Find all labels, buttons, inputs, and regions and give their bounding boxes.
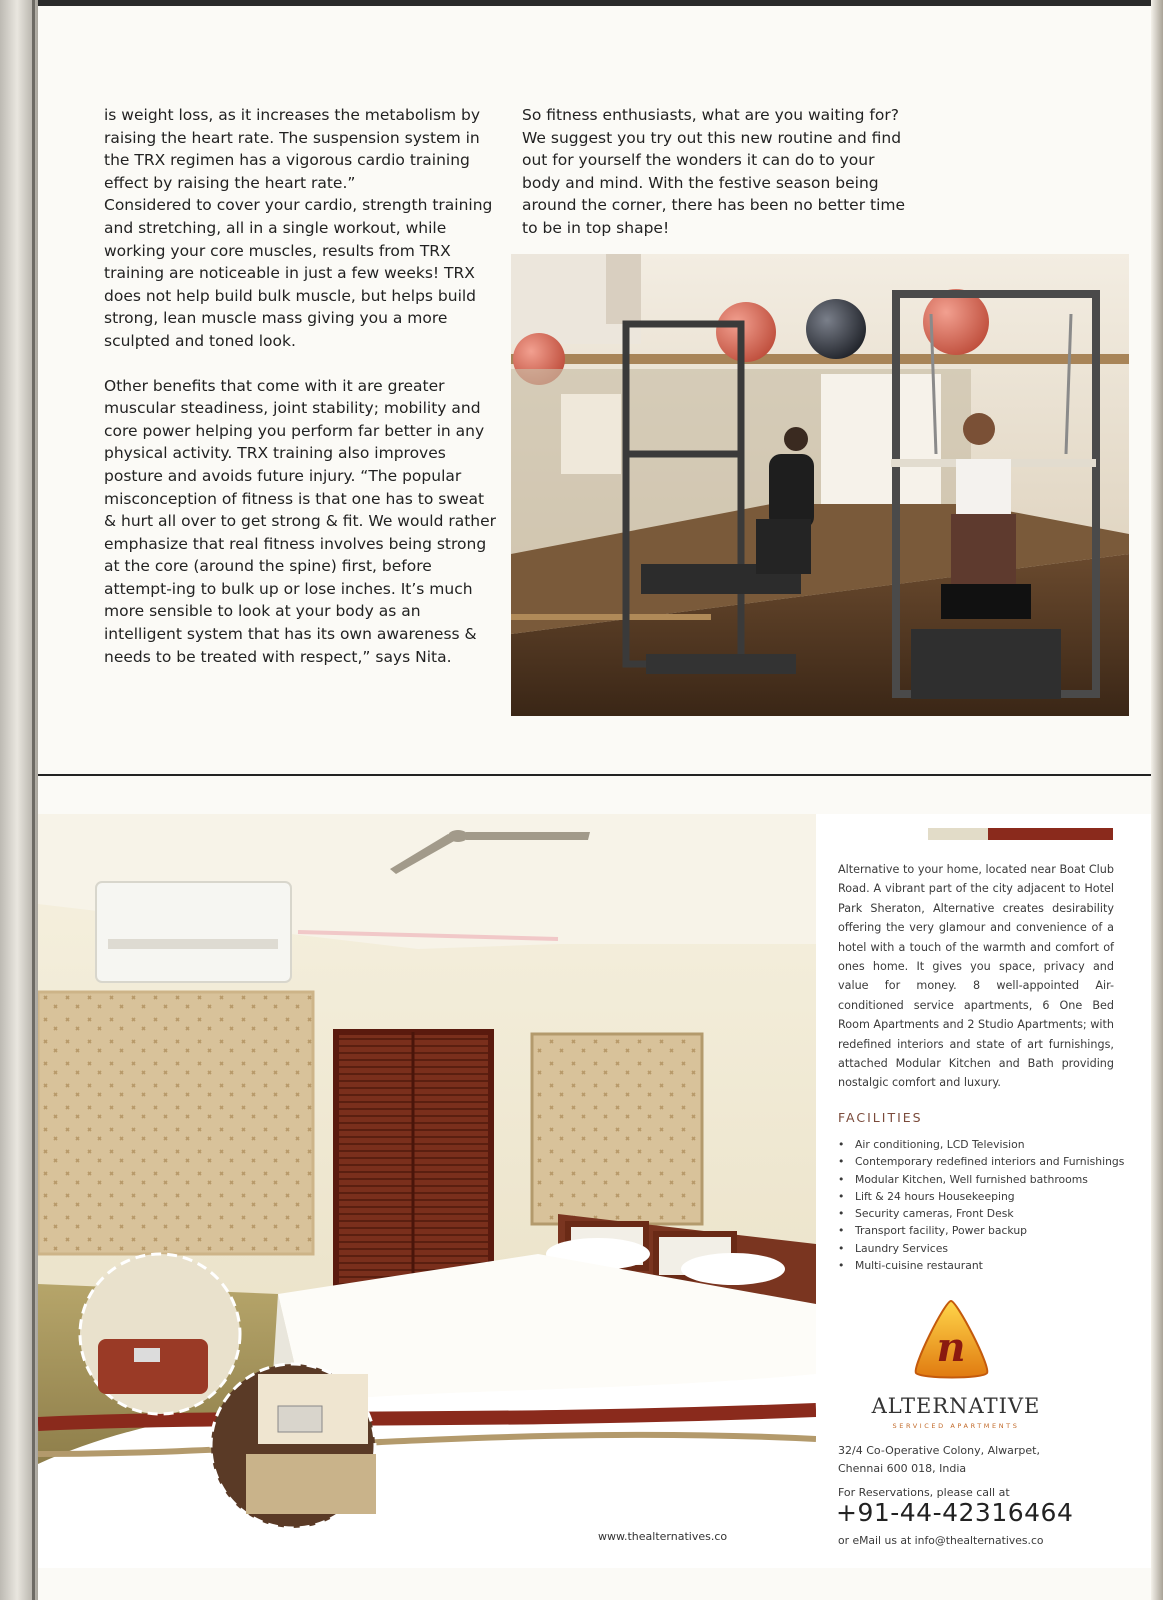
facilities-heading: FACILITIES bbox=[838, 1110, 923, 1125]
alternative-logo-icon bbox=[909, 1297, 994, 1382]
facility-item: • Multi-cuisine restaurant bbox=[838, 1257, 1138, 1274]
phone-number: +91-44-42316464 bbox=[836, 1498, 1074, 1527]
facility-item: • Contemporary redefined interiors and Furnishings bbox=[838, 1153, 1138, 1170]
facility-item: • Air conditioning, LCD Television bbox=[838, 1136, 1138, 1153]
decorative-stripe bbox=[988, 828, 1113, 840]
facility-item: • Security cameras, Front Desk bbox=[838, 1205, 1138, 1222]
section-divider bbox=[38, 774, 1151, 776]
address-line: 32/4 Co-Operative Colony, Alwarpet, bbox=[838, 1444, 1040, 1457]
facility-item: • Transport facility, Power backup bbox=[838, 1222, 1138, 1239]
article-paragraph: is weight loss, as it increases the metabolism by raising the heart rate. The suspension system in the TRX regimen has a vigorous cardio training effect by raising the heart rate.” bbox=[104, 106, 481, 192]
address-line: Chennai 600 018, India bbox=[838, 1462, 967, 1475]
website-url: www.thealternatives.co bbox=[598, 1530, 728, 1543]
facility-item: • Laundry Services bbox=[838, 1240, 1138, 1257]
reservation-label: For Reservations, please call at bbox=[838, 1486, 1010, 1499]
article-paragraph: Other benefits that come with it are greater muscular steadiness, joint stability; mobility and core power helping you perform far better in any physical activity. TRX training also improves posture and avoids future injury. “The popular misconception of fitness is that one has to sweat & hurt all over to get strong & fit. We would rather emphasize that real fitness involves being strong at the core (around the spine) first, before attempt-ing to bulk up or lose inches. It’s much more sensible to look at your body as an intelligent system that has its own awareness & needs to be treated with respect,” says Nita. bbox=[104, 376, 497, 666]
gym-photo bbox=[511, 254, 1129, 716]
facility-item: • Lift & 24 hours Housekeeping bbox=[838, 1188, 1138, 1205]
magazine-page bbox=[38, 6, 1151, 1600]
article-left-column bbox=[104, 104, 499, 668]
logo-letter: n bbox=[936, 1324, 966, 1371]
bedroom-photo bbox=[38, 814, 816, 1568]
page-edge-shadow bbox=[1151, 0, 1163, 1600]
article-paragraph: So fitness enthusiasts, what are you waiting for? We suggest you try out this new routine and find out for yourself the wonders it can do to your body and mind. With the festive season being around the corner, there has been no better time to be in top shape! bbox=[522, 106, 906, 237]
article-paragraph: Considered to cover your cardio, strength training and stretching, all in a single workout, while working your core muscles, results from TRX training are noticeable in just a few weeks! TRX does not help build bulk muscle, but helps build strong, lean muscle mass giving you a more sculpted and toned look. bbox=[104, 196, 493, 350]
bedroom-illustration bbox=[38, 814, 816, 1568]
article-right-column bbox=[522, 104, 907, 240]
pilates-studio-illustration bbox=[511, 254, 1129, 716]
email-line: or eMail us at info@thealternatives.co bbox=[838, 1534, 1044, 1547]
address bbox=[838, 1442, 1040, 1478]
decorative-stripe bbox=[928, 828, 988, 840]
ad-description: Alternative to your home, located near Boat Club Road. A vibrant part of the city adjacent to Hotel Park Sheraton, Alternative creates desirability offering the very glamour and convenience of a hotel with a touch of the warmth and comfort of ones home. It gives you space, privacy and value for money. 8 well-appointed Air-conditioned service apartments, 6 One Bed Room Apartments and 2 Studio Apartments; with redefined interiors and state of art furnishings, attached Modular Kitchen and Bath providing nostalgic comfort and luxury. bbox=[838, 863, 1114, 1090]
ad-info-panel bbox=[816, 814, 1151, 1568]
facilities-list bbox=[838, 1136, 1138, 1274]
book-gutter-line bbox=[32, 0, 35, 1600]
brand-name: ALTERNATIVE bbox=[871, 1394, 1041, 1418]
brand-tagline: SERVICED APARTMENTS bbox=[892, 1422, 1020, 1430]
facility-item: • Modular Kitchen, Well furnished bathrooms bbox=[838, 1171, 1138, 1188]
